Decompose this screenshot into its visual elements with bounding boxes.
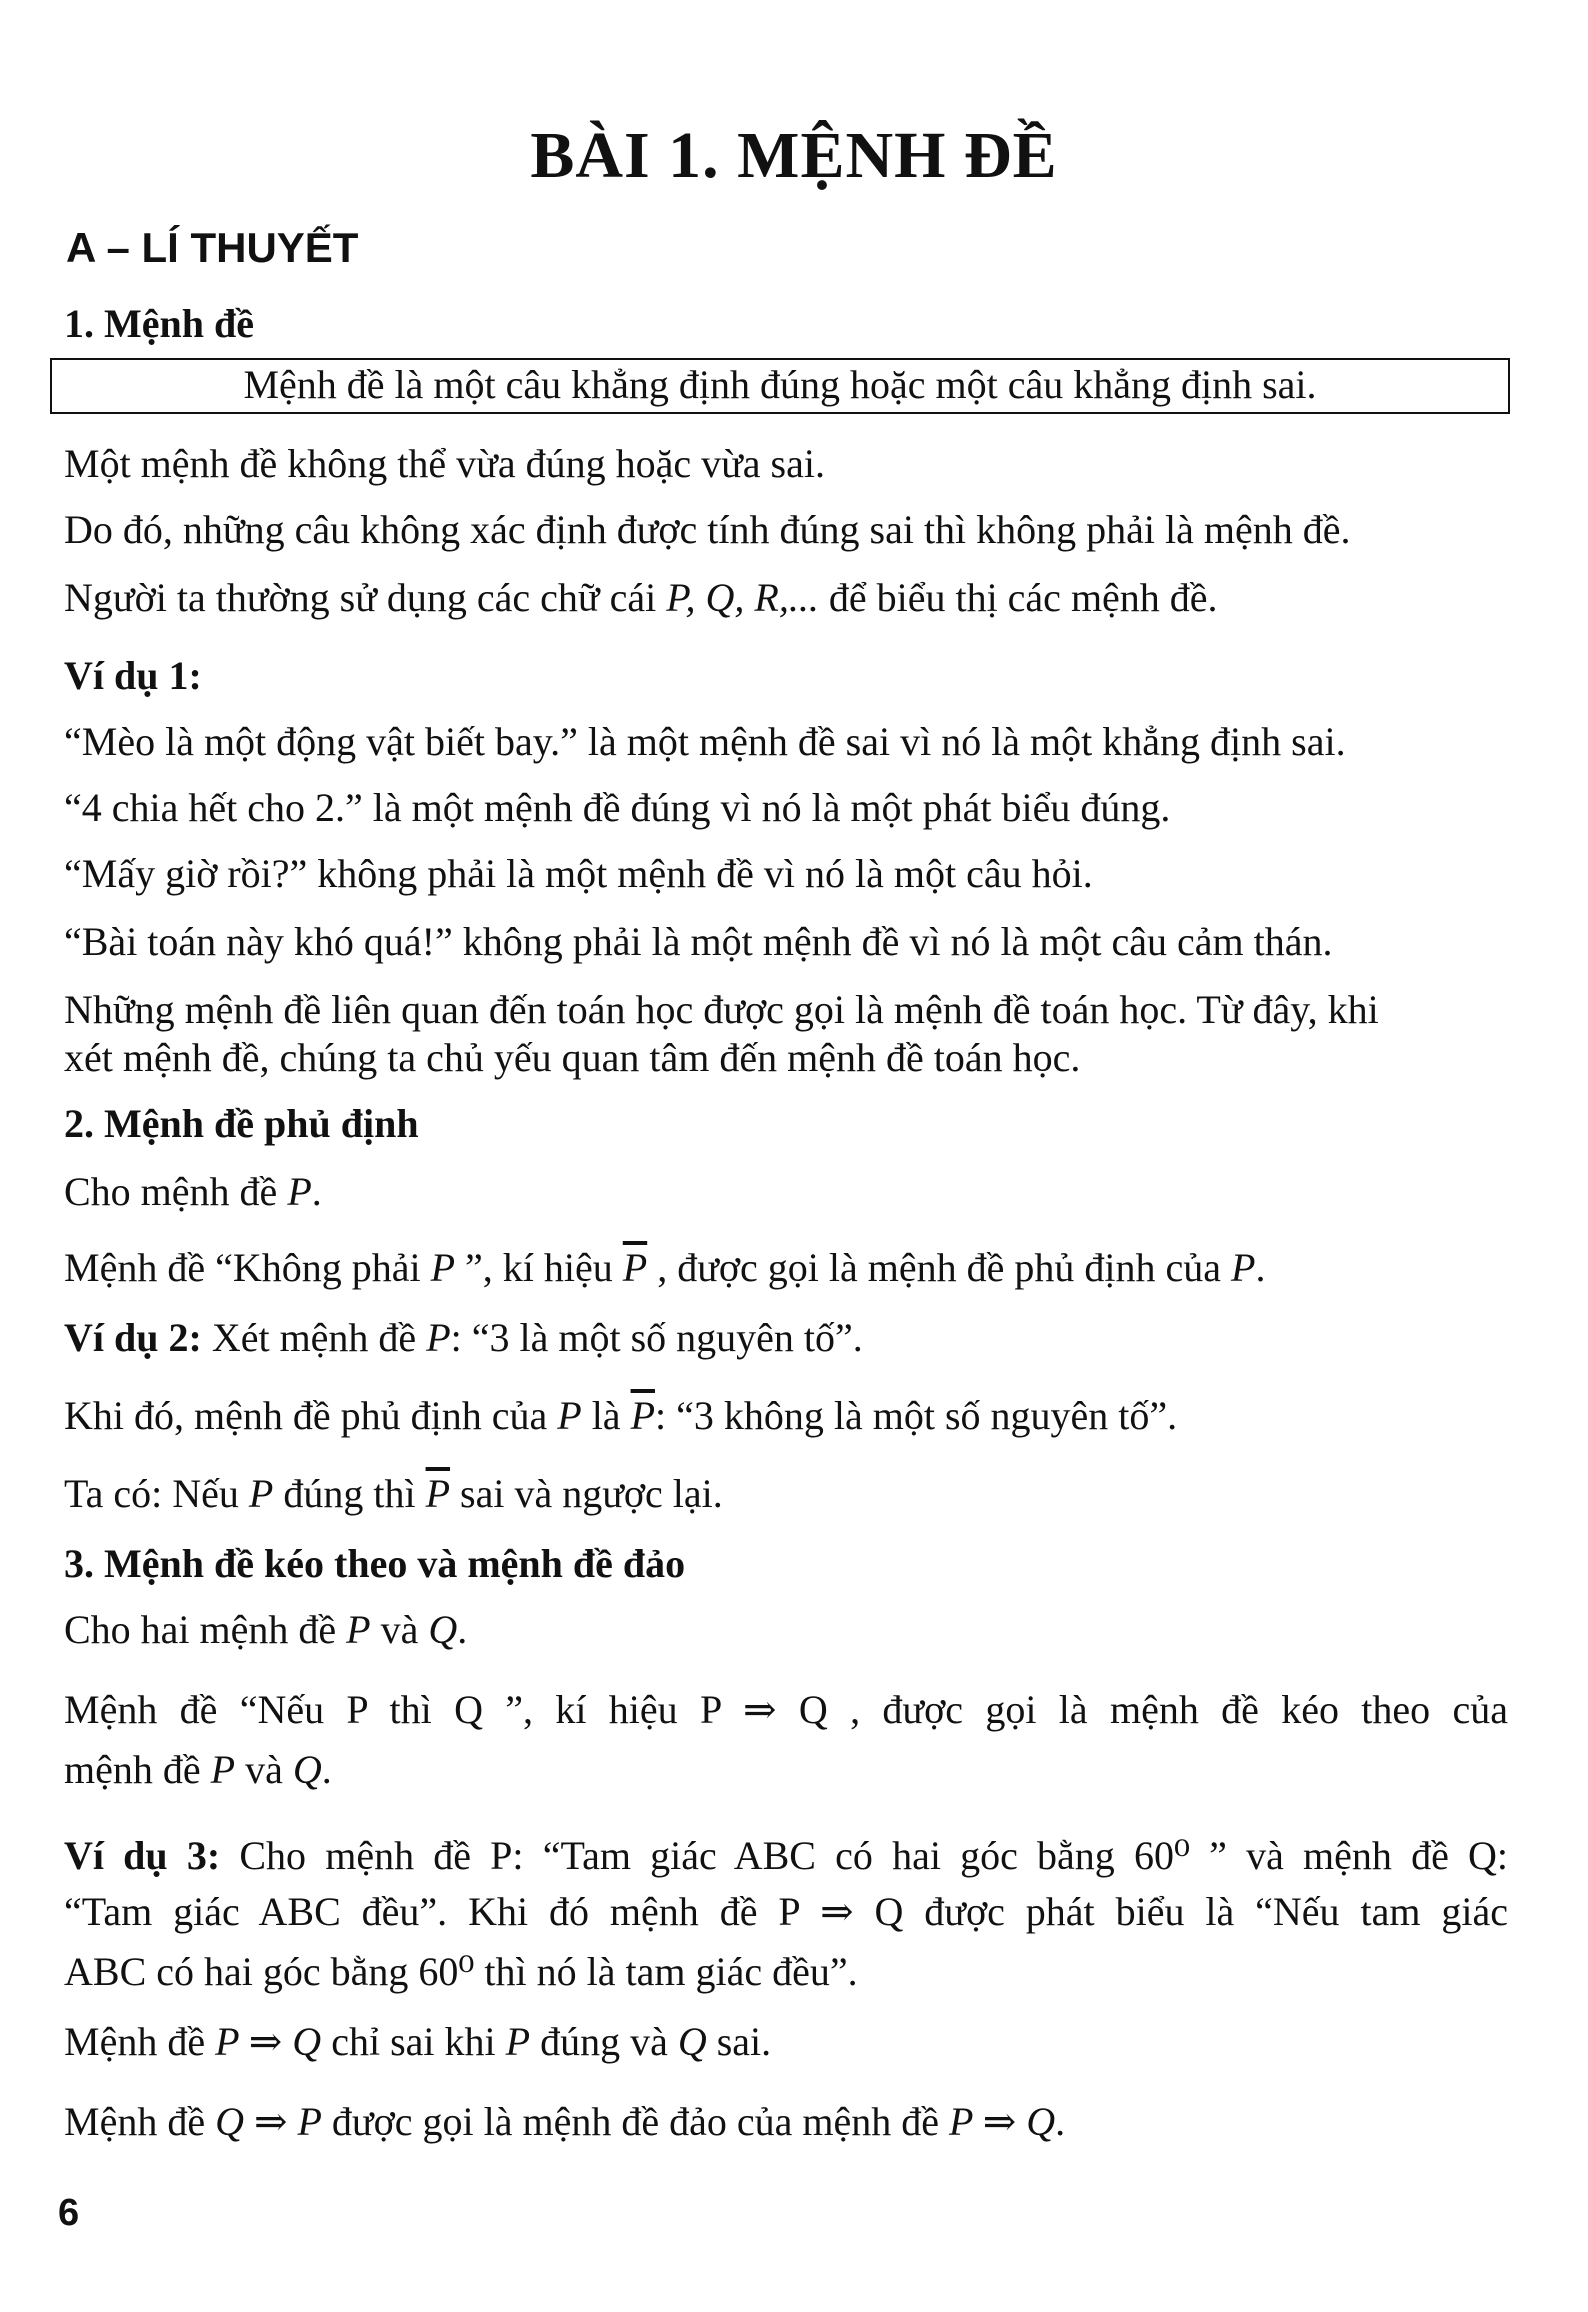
negation-symbol: $\overline{P}$ [425, 1471, 451, 1516]
paragraph: Khi đó, mệnh đề phủ định của P là $\overline{P}$: “3 không là một số nguyên tố”. [64, 1393, 1178, 1438]
page-number: 6 [58, 2192, 80, 2234]
definition-text: Mệnh đề là một câu khẳng định đúng hoặc một câu khẳng định sai. [243, 362, 1317, 407]
example-3-line: ABC có hai góc bằng 60⁰ thì nó là tam giác đều”. [64, 1949, 858, 1994]
example-3-line: “Tam giác ABC đều”. Khi đó mệnh đề P ⇒ Q được phát biểu là “Nếu tam giác [64, 1889, 1508, 1934]
section-heading-theory: A – LÍ THUYẾT [66, 224, 359, 271]
paragraph-line: Mệnh đề “Nếu P thì Q ”, kí hiệu P ⇒ Q , được gọi là mệnh đề kéo theo của [64, 1687, 1508, 1732]
example-line: “Mèo là một động vật biết bay.” là một mệnh đề sai vì nó là một khẳng định sai. [64, 719, 1346, 764]
example-2: Ví dụ 2: Xét mệnh đề P: “3 là một số nguyên tố”. [64, 1315, 863, 1360]
definition-box [50, 358, 1510, 414]
paragraph-line: xét mệnh đề, chúng ta chủ yếu quan tâm đến mệnh đề toán học. [64, 1035, 1081, 1080]
negation-symbol: $\overline{P}$ [622, 1245, 648, 1290]
page-title: BÀI 1. MỆNH ĐỀ [530, 119, 1058, 192]
paragraph: Mệnh đề Q ⇒ P được gọi là mệnh đề đảo của mệnh đề P ⇒ Q. [64, 2099, 1066, 2144]
example-line: “Mấy giờ rồi?” không phải là một mệnh đề vì nó là một câu hỏi. [64, 851, 1093, 896]
example-1-label: Ví dụ 1: [64, 653, 202, 698]
paragraph: Cho hai mệnh đề P và Q. [64, 1607, 468, 1652]
heading-menh-de: 1. Mệnh đề [64, 301, 254, 346]
heading-menh-de-phu-dinh: 2. Mệnh đề phủ định [64, 1101, 419, 1146]
example-line: “4 chia hết cho 2.” là một mệnh đề đúng vì nó là một phát biểu đúng. [64, 785, 1171, 830]
example-3-line: Ví dụ 3: Cho mệnh đề P: “Tam giác ABC có hai góc bằng 60⁰ ” và mệnh đề Q: [64, 1833, 1509, 1878]
paragraph: Cho mệnh đề P. [64, 1169, 322, 1214]
paragraph: Một mệnh đề không thể vừa đúng hoặc vừa sai. [64, 441, 825, 486]
paragraph: Do đó, những câu không xác định được tính đúng sai thì không phải là mệnh đề. [64, 507, 1351, 552]
paragraph-line: mệnh đề P và Q. [64, 1747, 332, 1792]
paragraph: Mệnh đề “Không phải P ”, kí hiệu $\overline{P}$ , được gọi là mệnh đề phủ định của P. [64, 1245, 1266, 1290]
paragraph: Người ta thường sử dụng các chữ cái P, Q, R,... để biểu thị các mệnh đề. [64, 575, 1218, 620]
paragraph: Mệnh đề P ⇒ Q chỉ sai khi P đúng và Q sai. [64, 2019, 772, 2064]
paragraph-line: Những mệnh đề liên quan đến toán học được gọi là mệnh đề toán học. Từ đây, khi [64, 987, 1379, 1032]
negation-symbol: $\overline{P}$ [630, 1393, 655, 1438]
example-line: “Bài toán này khó quá!” không phải là một mệnh đề vì nó là một câu cảm thán. [64, 919, 1333, 964]
paragraph: Ta có: Nếu P đúng thì $\overline{P}$ sai và ngược lại. [64, 1471, 723, 1516]
heading-menh-de-keo-theo: 3. Mệnh đề kéo theo và mệnh đề đảo [64, 1541, 686, 1586]
